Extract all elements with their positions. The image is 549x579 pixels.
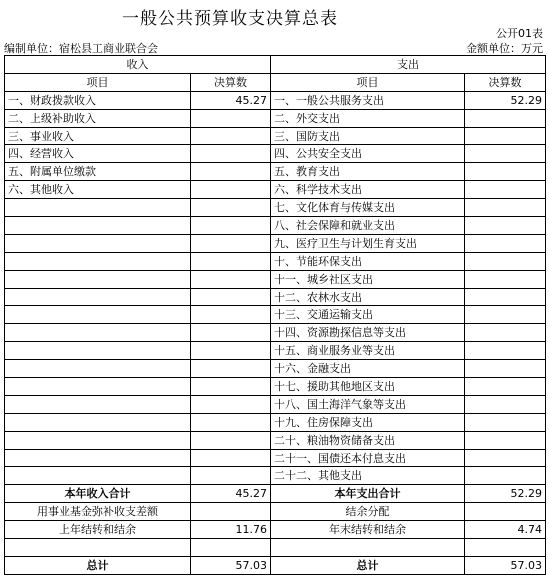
expense-amount-cell bbox=[465, 378, 546, 396]
income-amount-cell bbox=[191, 413, 271, 431]
expense-item-header: 项目 bbox=[271, 73, 465, 91]
expense-item-cell: 十六、金融支出 bbox=[271, 360, 465, 378]
expense-amount-cell bbox=[465, 217, 546, 235]
year-end-carryover-value: 4.74 bbox=[465, 521, 546, 539]
organization-label: 编制单位：宿松县工商业联合会 bbox=[4, 42, 158, 55]
table-row bbox=[5, 181, 546, 199]
expense-item-cell: 十五、商业服务业等支出 bbox=[271, 342, 465, 360]
expense-amount-cell bbox=[465, 395, 546, 413]
expense-amount-cell bbox=[465, 181, 546, 199]
spacer-cell bbox=[465, 539, 546, 557]
expense-item-cell: 二十二、其他支出 bbox=[271, 467, 465, 485]
income-item-header: 项目 bbox=[5, 73, 191, 91]
income-item-cell bbox=[5, 324, 191, 342]
expense-amount-cell bbox=[465, 324, 546, 342]
expense-amount-cell bbox=[465, 449, 546, 467]
budget-summary-table bbox=[4, 55, 546, 575]
income-amount-cell bbox=[191, 324, 271, 342]
income-item-cell bbox=[5, 467, 191, 485]
income-grand-total-value: 57.03 bbox=[191, 556, 271, 574]
expense-item-cell: 九、医疗卫生与计划生育支出 bbox=[271, 234, 465, 252]
expense-amount-cell bbox=[465, 252, 546, 270]
expense-amount-header: 决算数 bbox=[465, 73, 546, 91]
income-amount-cell bbox=[191, 127, 271, 145]
column-header-row bbox=[5, 73, 546, 91]
table-row bbox=[5, 431, 546, 449]
table-row bbox=[5, 342, 546, 360]
income-item-cell bbox=[5, 306, 191, 324]
expense-amount-cell bbox=[465, 306, 546, 324]
table-row bbox=[5, 145, 546, 163]
income-item-cell bbox=[5, 395, 191, 413]
surplus-distribution-value bbox=[465, 503, 546, 521]
income-amount-cell bbox=[191, 234, 271, 252]
expense-amount-cell bbox=[465, 127, 546, 145]
expense-amount-cell bbox=[465, 270, 546, 288]
expense-amount-cell bbox=[465, 413, 546, 431]
expense-item-cell: 二十、粮油物资储备支出 bbox=[271, 431, 465, 449]
income-item-cell bbox=[5, 234, 191, 252]
table-row bbox=[5, 378, 546, 396]
table-row bbox=[5, 217, 546, 235]
income-amount-cell bbox=[191, 109, 271, 127]
carryover-row bbox=[5, 521, 546, 539]
fund-balance-label: 用事业基金弥补收支差额 bbox=[5, 503, 191, 521]
expense-amount-cell bbox=[465, 288, 546, 306]
expense-section-header: 支出 bbox=[271, 56, 546, 74]
expense-item-cell: 十、节能环保支出 bbox=[271, 252, 465, 270]
income-amount-cell bbox=[191, 252, 271, 270]
table-row bbox=[5, 413, 546, 431]
table-row bbox=[5, 109, 546, 127]
table-row bbox=[5, 252, 546, 270]
expense-amount-cell: 52.29 bbox=[465, 91, 546, 109]
expense-item-cell: 十九、住房保障支出 bbox=[271, 413, 465, 431]
income-amount-header: 决算数 bbox=[191, 73, 271, 91]
income-item-cell bbox=[5, 431, 191, 449]
income-grand-total-label: 总计 bbox=[5, 556, 191, 574]
expense-item-cell: 七、文化体育与传媒支出 bbox=[271, 199, 465, 217]
income-amount-cell bbox=[191, 431, 271, 449]
table-row bbox=[5, 288, 546, 306]
expense-item-cell: 十三、交通运输支出 bbox=[271, 306, 465, 324]
income-total-label: 本年收入合计 bbox=[5, 485, 191, 503]
expense-amount-cell bbox=[465, 431, 546, 449]
currency-unit-label: 金额单位：万元 bbox=[466, 42, 543, 55]
income-amount-cell bbox=[191, 467, 271, 485]
expense-item-cell: 三、国防支出 bbox=[271, 127, 465, 145]
table-row bbox=[5, 467, 546, 485]
expense-amount-cell bbox=[465, 163, 546, 181]
income-item-cell bbox=[5, 252, 191, 270]
surplus-distribution-label: 结余分配 bbox=[271, 503, 465, 521]
income-item-cell bbox=[5, 378, 191, 396]
expense-item-cell: 十八、国土海洋气象等支出 bbox=[271, 395, 465, 413]
expense-item-cell: 十四、资源勘探信息等支出 bbox=[271, 324, 465, 342]
expense-amount-cell bbox=[465, 145, 546, 163]
table-row bbox=[5, 270, 546, 288]
expense-amount-cell bbox=[465, 234, 546, 252]
expense-item-cell: 十二、农林水支出 bbox=[271, 288, 465, 306]
income-item-cell bbox=[5, 199, 191, 217]
income-amount-cell bbox=[191, 270, 271, 288]
expense-total-label: 本年支出合计 bbox=[271, 485, 465, 503]
income-amount-cell bbox=[191, 342, 271, 360]
report-title: 一般公共预算收支决算总表 bbox=[122, 9, 338, 29]
income-item-cell: 四、经营收入 bbox=[5, 145, 191, 163]
expense-item-cell: 二、外交支出 bbox=[271, 109, 465, 127]
table-row bbox=[5, 127, 546, 145]
totals-row bbox=[5, 485, 546, 503]
table-row bbox=[5, 324, 546, 342]
form-number: 公开01表 bbox=[496, 27, 543, 40]
grand-total-row bbox=[5, 556, 546, 574]
fund-row bbox=[5, 503, 546, 521]
expense-item-cell: 四、公共安全支出 bbox=[271, 145, 465, 163]
income-item-cell bbox=[5, 360, 191, 378]
table-row bbox=[5, 91, 546, 109]
income-amount-cell bbox=[191, 199, 271, 217]
expense-grand-total-label: 总计 bbox=[271, 556, 465, 574]
expense-item-cell: 八、社会保障和就业支出 bbox=[271, 217, 465, 235]
income-item-cell bbox=[5, 288, 191, 306]
income-item-cell: 三、事业收入 bbox=[5, 127, 191, 145]
income-amount-cell bbox=[191, 449, 271, 467]
spacer-cell bbox=[5, 539, 191, 557]
expense-amount-cell bbox=[465, 342, 546, 360]
expense-amount-cell bbox=[465, 360, 546, 378]
table-row bbox=[5, 306, 546, 324]
income-amount-cell bbox=[191, 360, 271, 378]
table-row bbox=[5, 234, 546, 252]
table-row bbox=[5, 449, 546, 467]
income-amount-cell bbox=[191, 395, 271, 413]
income-item-cell bbox=[5, 217, 191, 235]
income-item-cell bbox=[5, 413, 191, 431]
income-amount-cell bbox=[191, 217, 271, 235]
income-item-cell bbox=[5, 270, 191, 288]
income-total-value: 45.27 bbox=[191, 485, 271, 503]
income-item-cell bbox=[5, 342, 191, 360]
income-item-cell: 一、财政拨款收入 bbox=[5, 91, 191, 109]
income-amount-cell bbox=[191, 145, 271, 163]
table-row bbox=[5, 163, 546, 181]
expense-grand-total-value: 57.03 bbox=[465, 556, 546, 574]
income-item-cell: 六、其他收入 bbox=[5, 181, 191, 199]
income-item-cell: 二、上级补助收入 bbox=[5, 109, 191, 127]
income-amount-cell bbox=[191, 181, 271, 199]
expense-item-cell: 六、科学技术支出 bbox=[271, 181, 465, 199]
income-amount-cell bbox=[191, 163, 271, 181]
spacer-cell bbox=[271, 539, 465, 557]
expense-item-cell: 十七、援助其他地区支出 bbox=[271, 378, 465, 396]
expense-item-cell: 一、一般公共服务支出 bbox=[271, 91, 465, 109]
income-amount-cell: 45.27 bbox=[191, 91, 271, 109]
table-row bbox=[5, 395, 546, 413]
expense-amount-cell bbox=[465, 467, 546, 485]
year-end-carryover-label: 年末结转和结余 bbox=[271, 521, 465, 539]
income-amount-cell bbox=[191, 288, 271, 306]
fund-balance-value bbox=[191, 503, 271, 521]
income-item-cell: 五、附属单位缴款 bbox=[5, 163, 191, 181]
expense-amount-cell bbox=[465, 109, 546, 127]
expense-item-cell: 二十一、国债还本付息支出 bbox=[271, 449, 465, 467]
expense-total-value: 52.29 bbox=[465, 485, 546, 503]
prior-carryover-value: 11.76 bbox=[191, 521, 271, 539]
expense-item-cell: 十一、城乡社区支出 bbox=[271, 270, 465, 288]
income-amount-cell bbox=[191, 378, 271, 396]
spacer-cell bbox=[191, 539, 271, 557]
prior-carryover-label: 上年结转和结余 bbox=[5, 521, 191, 539]
table-row bbox=[5, 199, 546, 217]
section-header-row bbox=[5, 56, 546, 74]
table-row bbox=[5, 360, 546, 378]
income-section-header: 收入 bbox=[5, 56, 271, 74]
expense-amount-cell bbox=[465, 199, 546, 217]
expense-item-cell: 五、教育支出 bbox=[271, 163, 465, 181]
income-amount-cell bbox=[191, 306, 271, 324]
income-item-cell bbox=[5, 449, 191, 467]
spacer-row bbox=[5, 539, 546, 557]
